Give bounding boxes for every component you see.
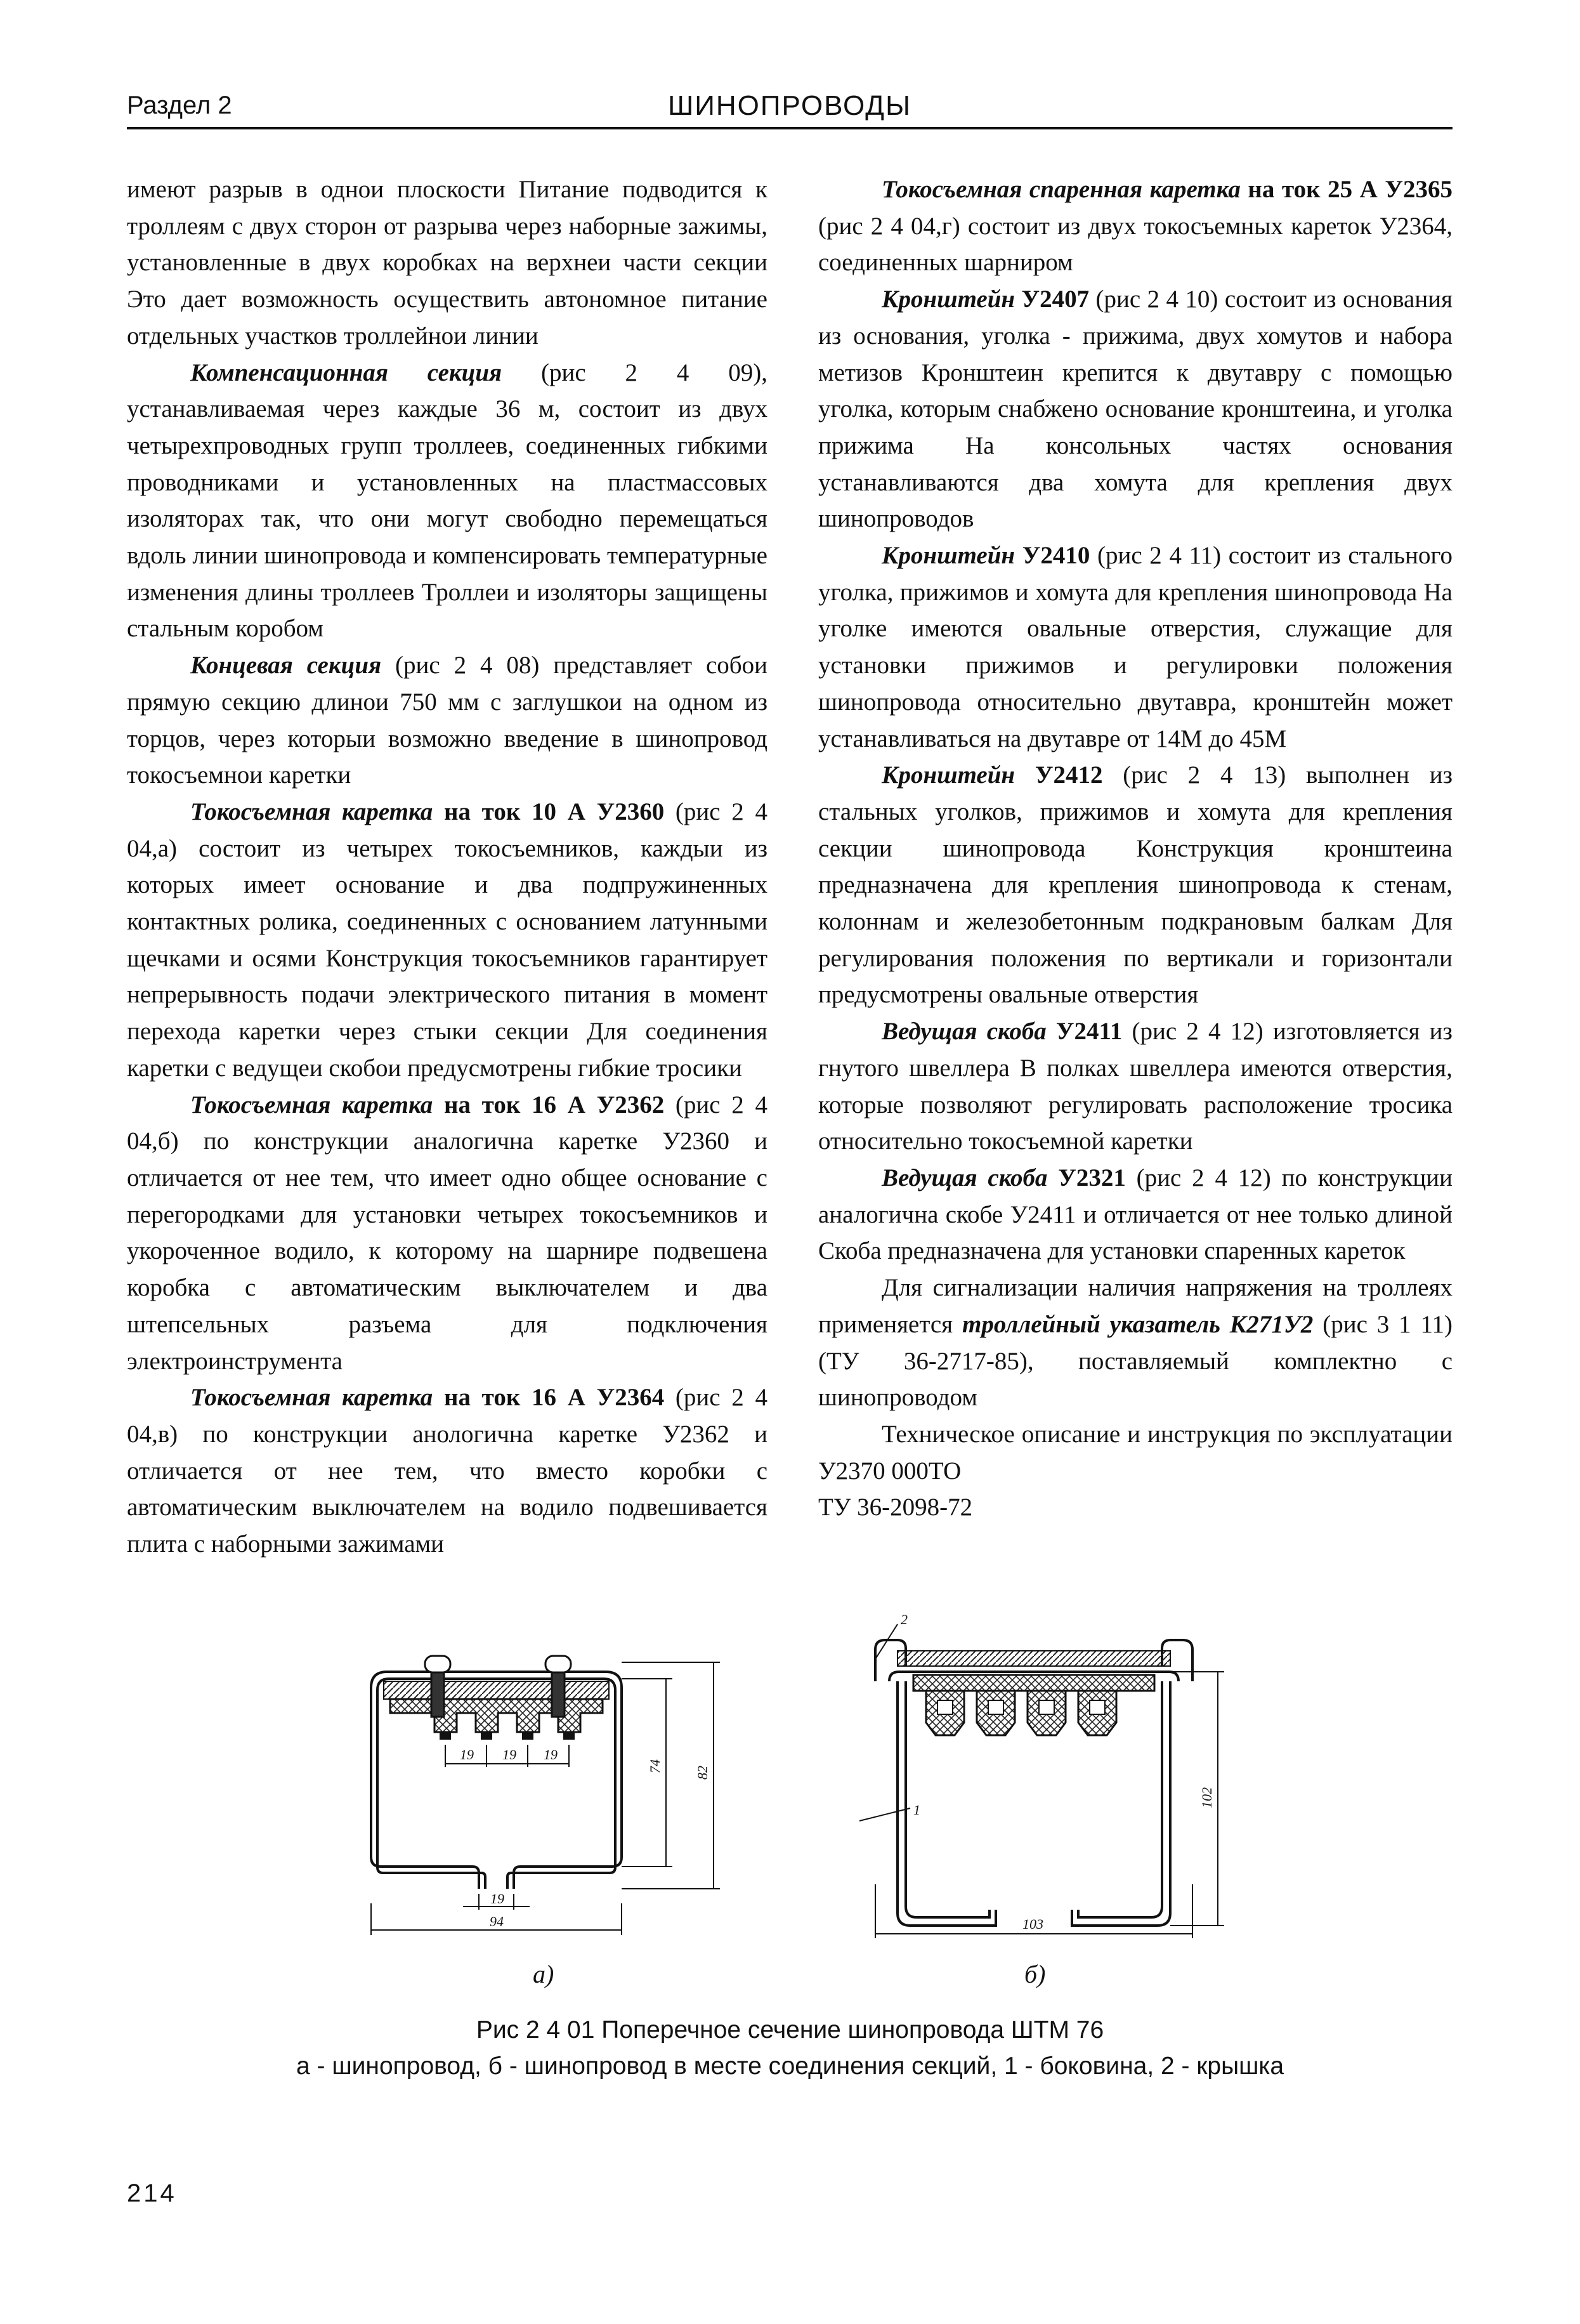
figure-b-drawing [837, 1612, 1231, 1941]
paragraph: Кронштейн У2412 (рис 2 4 13) выполнен из стальных уголков, прижимов и хомута для крепления секции шинопровода Конструкция кронштеина предназначена для крепления шинопровода к стенам, колоннам и железобетонным подкрановым балкам Для регулирования положения по вертикали и горизонтали предусмотрены овальные отверстия [818, 761, 1453, 1009]
paragraph: Кронштейн У2407 (рис 2 4 10) состоит из основания из основания, уголка - прижима, двух хомутов и набора метизов Кронштеин крепится к двутавру с помощью уголка, которым снабжено основание кронштеина, и уголка прижима На консольных частях основания устанавливаются два хомута для крепления двух шинопроводов [818, 286, 1453, 533]
callout-label: 2 [901, 1612, 908, 1627]
page-title: ШИНОПРОВОДЫ [667, 90, 912, 121]
section-label: Раздел 2 [127, 91, 232, 119]
dimension-label: 103 [1022, 1916, 1043, 1932]
figure-a-drawing [355, 1637, 748, 1935]
paragraph: Ведущая скоба У2321 (рис 2 4 12) по конструкции аналогична скобе У2411 и отличается от нее только длиной Скоба предназначена для установки спаренных кареток [818, 1164, 1453, 1265]
page-number: 214 [127, 2179, 177, 2207]
dimension-label: 94 [490, 1914, 504, 1929]
dimension-label: 19 [544, 1747, 558, 1763]
dimension-label: 74 [647, 1759, 663, 1773]
right-column [818, 171, 1453, 1526]
paragraph: Токосъемная спаренная каретка на ток 25 А У2365 (рис 2 4 04,г) состоит из двух токосъемных кареток У2364, соединенных шарниром [818, 176, 1453, 277]
paragraph: Кронштейн У2410 (рис 2 4 11) состоит из стального уголка, прижимов и хомута для крепления шинопровода На уголке имеются овальные отверстия, служащие для установки прижимов и регулировки положения шинопровода относительно двутавра, кронштейн может устанавливаться на двутавре от 14М до 45М [818, 542, 1453, 752]
figure-caption-legend: а - шинопровод, б - шинопровод в месте соединения секций, 1 - боковина, 2 - крышка [296, 2052, 1284, 2080]
dimension-label: 19 [490, 1891, 504, 1907]
left-column [127, 171, 767, 1563]
paragraph: Ведущая скоба У2411 (рис 2 4 12) изготовляется из гнутого швеллера В полках швеллера имеются отверстия, которые позволяют регулировать расположение тросика относительно токосъемной каретки [818, 1018, 1453, 1155]
paragraph: Токосъемная каретка на ток 10 А У2360 (рис 2 4 04,а) состоит из четырех токосъемников, каждыи из которых имеет основание и два подпружиненных контактных ролика, соединенных с основанием латунными щечками и осями Конструкция токосъемников гарантирует непрерывность подачи электрического питания в момент перехода каретки через стыки секции Для соединения каретки с ведущеи скобои предусмотрены гибкие тросики [127, 798, 768, 1082]
callout-label: 1 [913, 1802, 920, 1818]
page-header [127, 88, 1453, 129]
paragraph: Техническое описание и инструкция по эксплуатации У2370 000ТО [818, 1420, 1453, 1485]
paragraph: имеют разрыв в однои плоскости Питание подводится к троллеям с двух сторон от разрыва через наборные зажимы, установленные в двух коробках на верхнеи части секции Это дает возможность осуществить автономное питание отдельных участков троллейнои линии [127, 176, 767, 350]
dimension-label: 82 [695, 1766, 710, 1780]
paragraph: ТУ 36-2098-72 [818, 1494, 973, 1521]
paragraph: Концевая секция (рис 2 4 08) представляет собои прямую секцию длинои 750 мм с заглушкои на одном из торцов, через которыи возможно введение в шинопровод токосъемнои каретки [127, 652, 767, 789]
dimension-label: 19 [502, 1747, 516, 1763]
figure-a-label: а) [533, 1960, 554, 1988]
figure-b-label: б) [1024, 1960, 1046, 1988]
dimension-label: 102 [1199, 1787, 1215, 1808]
dimension-label: 19 [460, 1747, 474, 1763]
paragraph: Компенсационная секция (рис 2 4 09), устанавливаемая через каждые 36 м, состоит из двух четырехпроводных групп троллеев, соединенных гибкими проводниками и установленных на пластмассовых изоляторах так, что они могут свободно перемещаться вдоль линии шинопровода и компенсировать температурные изменения длины троллеев Троллеи и изоляторы защищены стальным коробом [127, 358, 767, 643]
figure-caption: Рис 2 4 01 Поперечное сечение шинопровода ШТМ 76 [476, 2016, 1104, 2044]
paragraph: Для сигнализации наличия напряжения на троллеях применяется троллейный указатель К271У2 (рис 3 1 11) (ТУ 36-2717-85), поставляемый комплектно с шинопроводом [818, 1274, 1453, 1412]
paragraph: Токосъемная каретка на ток 16 А У2362 (рис 2 4 04,б) по конструкции аналогична каретке У2360 и отличается от нее тем, что имеет одно общее основание с перегородками для установки четырех токосъемников и укороченное водило, к которому на шарнире подвешена коробка с автоматическим выключателем и два штепсельных разъема для подключения электроинструмента [127, 1091, 768, 1375]
paragraph: Токосъемная каретка на ток 16 А У2364 (рис 2 4 04,в) по конструкции анологична каретке У2362 и отличается от нее тем, что вместо коробки с автоматическим выключателем на водило подвешивается плита с наборными зажимами [127, 1384, 768, 1558]
